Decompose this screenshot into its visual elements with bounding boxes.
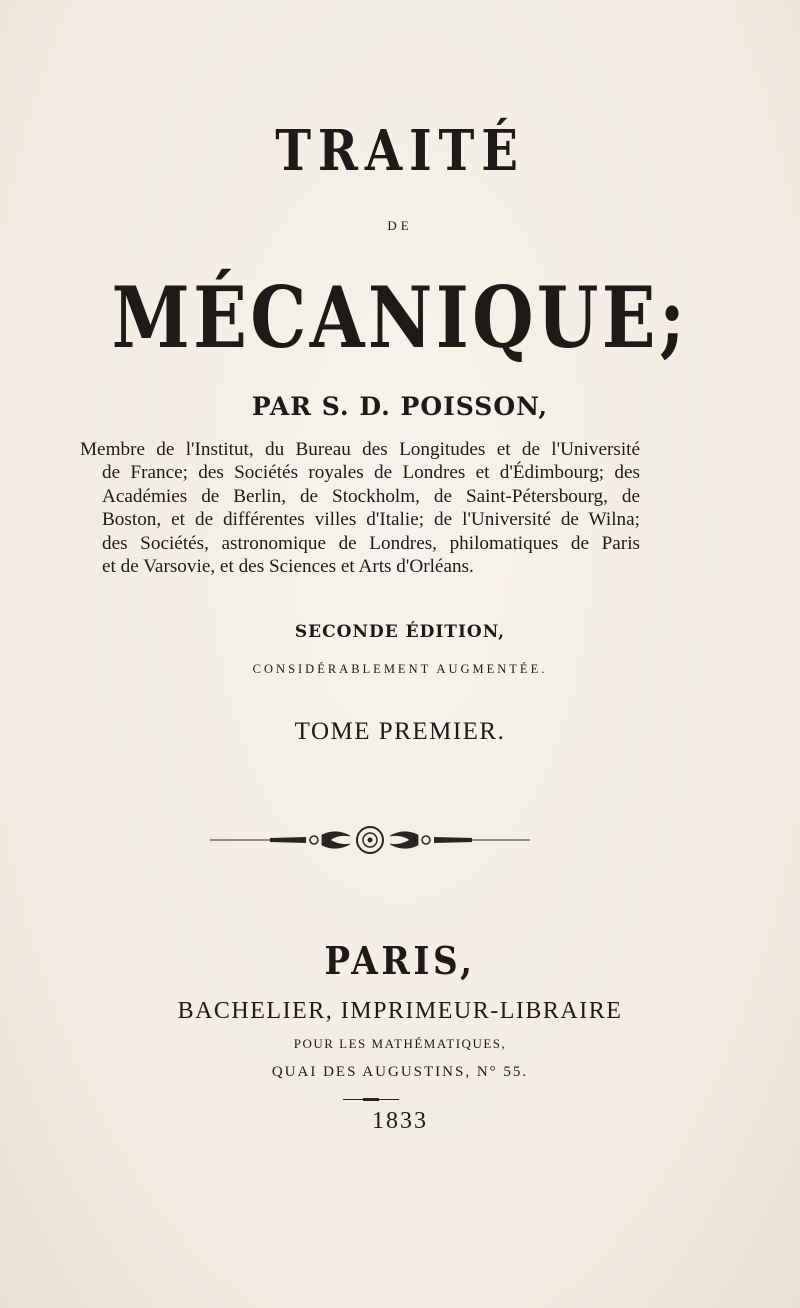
credentials-line: Boston, et de différentes villes d'Italie; de l'Université de Wilna; — [102, 509, 640, 531]
divider-rule — [343, 1099, 399, 1100]
publisher-name: BACHELIER, IMPRIMEUR-LIBRAIRE — [177, 998, 623, 1024]
title-de: DE — [387, 218, 413, 233]
edition-line: SECONDE ÉDITION, — [294, 622, 506, 642]
publisher-specialty: POUR LES MATHÉMATIQUES, — [293, 1036, 507, 1051]
credentials-line: Académies de Berlin, de Stockholm, de Saint-Pétersbourg, de — [102, 485, 640, 507]
credentials-line: Membre de l'Institut, du Bureau des Longitudes et de l'Université — [80, 439, 640, 460]
author-credentials — [80, 438, 640, 578]
title-mecanique: MÉCANIQUE; — [111, 268, 689, 367]
volume-label: TOME PREMIER. — [294, 718, 506, 745]
city-line: PARIS, — [324, 938, 476, 983]
credentials-line: des Sociétés, astronomique de Londres, philomatiques de Paris — [102, 532, 640, 554]
title-traite: TRAITÉ — [275, 118, 525, 184]
credentials-line: et de Varsovie, et des Sciences et Arts d'Orléans. — [102, 556, 474, 578]
publisher-address: QUAI DES AUGUSTINS, N° 55. — [271, 1064, 529, 1080]
credentials-line: de France; des Sociétés royales de Londres et d'Édimbourg; des — [102, 462, 640, 484]
edition-note: CONSIDÉRABLEMENT AUGMENTÉE. — [252, 662, 548, 676]
author-line: PAR S. D. POISSON, — [251, 392, 549, 421]
ornament-divider-icon — [210, 822, 530, 858]
publication-year: 1833 — [372, 1108, 428, 1134]
